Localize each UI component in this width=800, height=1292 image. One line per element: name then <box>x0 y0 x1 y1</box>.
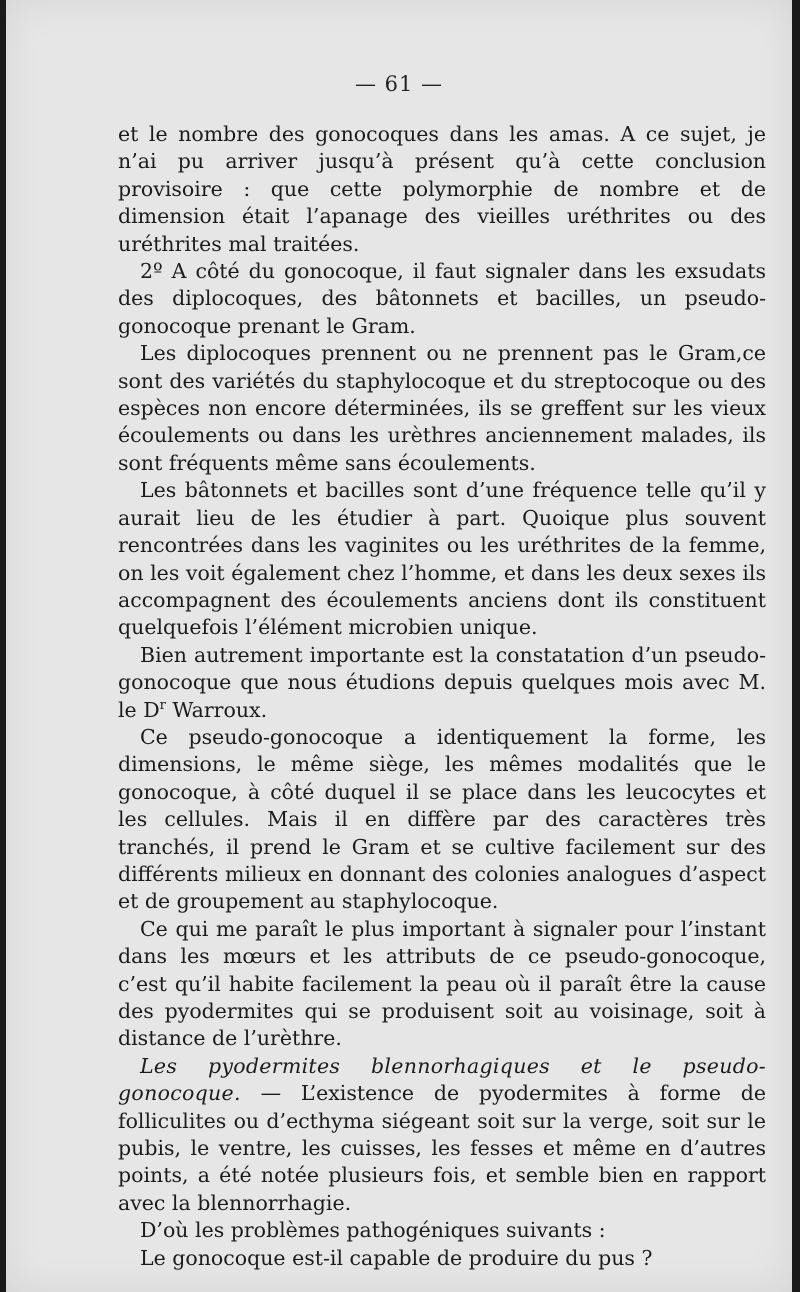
paragraph-text: — L’existence de pyodermites à forme de folliculites ou d’ecthyma siégeant soit sur la verge, soit sur le pubis, le ventre, les cuisses, les fesses et même en d’autres points, a été notée plusieurs fois, et semble bien en rapport avec la blennorrhagie. <box>118 1081 766 1215</box>
paragraph: Le gonocoque est-il capable de produire du pus ? <box>140 1245 653 1270</box>
paragraph: Ce pseudo-gonocoque a identiquement la forme, les dimensions, le même siège, les mêmes modalités que le gonocoque, à côté duquel il se place dans les leucocytes et les cellules. Mais il en diffère par des caractères très tranchés, il prend le Gram et se cultive facilement sur des différents milieux en donnant des colonies analogues d’aspect et de groupement au staphylocoque. <box>118 724 766 914</box>
paragraph: 2º A côté du gonocoque, il faut signaler dans les exsudats des diplocoques, des bâtonnets et bacilles, un pseudo-gonocoque prenant le Gram. <box>118 259 766 338</box>
paragraph <box>118 1053 766 1217</box>
paragraph: Les bâtonnets et bacilles sont d’une fréquence telle qu’il y aurait lieu de les étudier à part. Quoique plus souvent rencontrées dans les vaginites ou les uréthrites de la femme, on les voit également chez l’homme, et dans les deux sexes ils accompagnent des écoulements anciens dont ils constituent quelquefois l’élément microbien unique. <box>118 478 766 640</box>
paragraph: Les diplocoques prennent ou ne prennent pas le Gram,ce sont des variétés du staphylocoque et du streptocoque ou des espèces non encore déterminées, ils se greffent sur les vieux écoulements ou dans les urèthres anciennement malades, ils sont fréquents même sans écoulements. <box>118 341 766 475</box>
page-number: — 61 — <box>354 72 444 96</box>
section-heading-italic: Les pyodermites blennorhagiques et le pseudo-gonocoque. <box>118 1053 766 1106</box>
page-body <box>118 121 766 1272</box>
paragraph: Ce qui me paraît le plus important à signaler pour l’instant dans les mœurs et les attributs de ce pseudo-gonocoque, c’est qu’il habite facilement la peau où il paraît être la cause des pyodermites qui se produisent soit au voisinage, soit à distance de l’urèthre. <box>118 916 766 1051</box>
superscript: r <box>159 697 166 713</box>
book-page <box>6 0 792 1292</box>
paragraph-text: Bien autrement importante est la constatation d’un pseudo-gonocoque que nous étudions depuis quelques mois avec M. le D <box>118 642 766 722</box>
paragraph: D’où les problèmes pathogéniques suivants : <box>140 1218 606 1243</box>
paragraph-text: Warroux. <box>165 697 268 722</box>
paragraph: et le nombre des gonocoques dans les amas. A ce sujet, je n’ai pu arriver jusqu’à présent qu’à cette conclusion provisoire : que cette polymorphie de nombre et de dimension était l’apanage des vieilles uréthrites ou des uréthrites mal traitées. <box>118 122 766 256</box>
paragraph <box>118 642 766 724</box>
